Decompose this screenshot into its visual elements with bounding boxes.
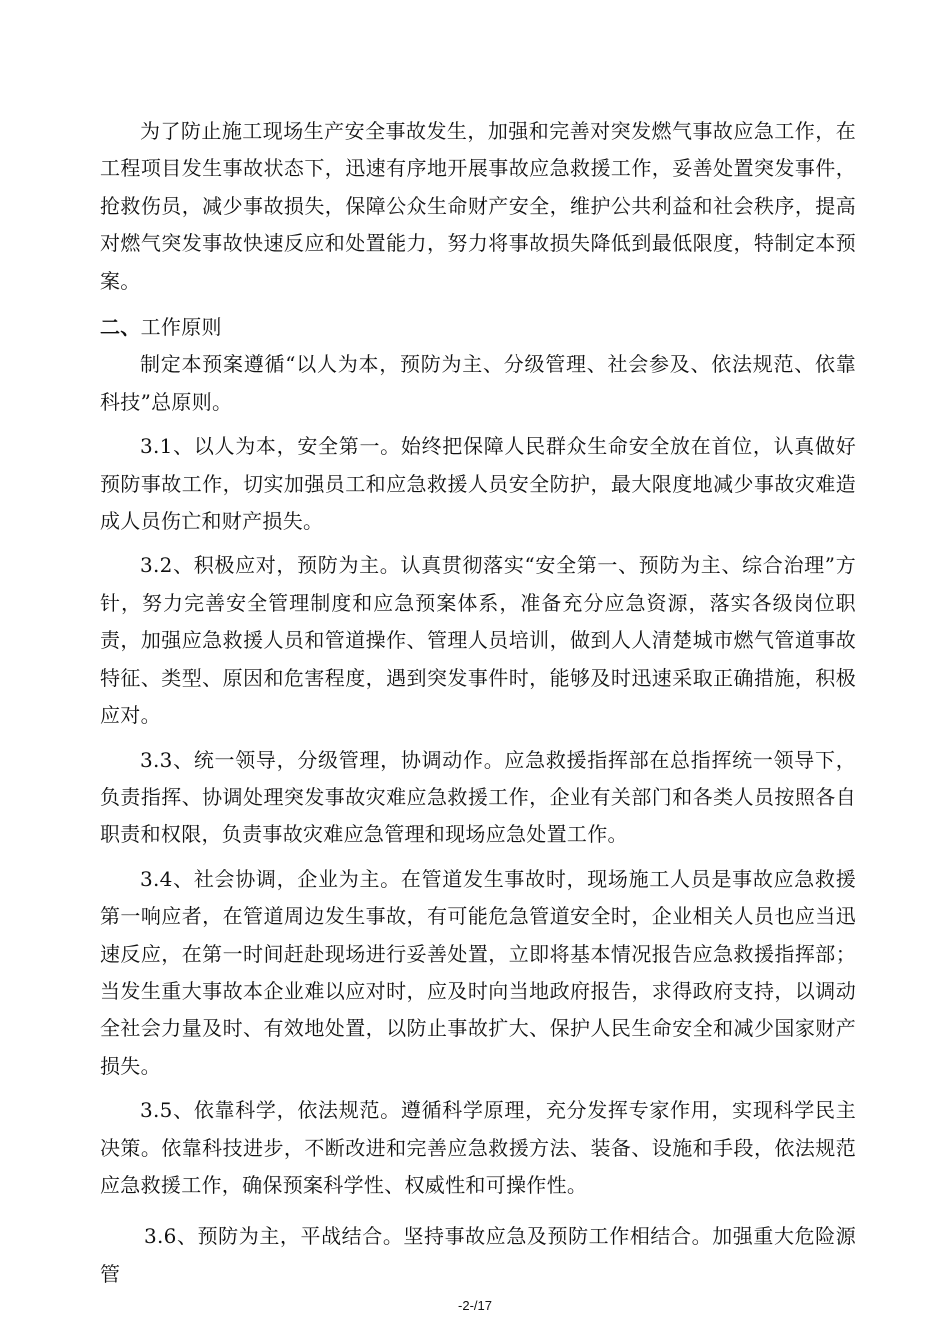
clause-3-4: 3.4、社会协调，企业为主。在管道发生事故时，现场施工人员是事故应急救援第一响应者，在管道周边发生事故，有可能危急管道安全时，企业相关人员也应当迅速反应，在第一时间赶赴现场进行妥善处置，立即将基本情况报告应急救援指挥部；当发生重大事故本企业难以应对时，应及时向当地政府报告，求得政府支持，以调动全社会力量及时、有效地处置，以防止事故扩大、保护人民生命安全和减少国家财产损失。: [100, 866, 856, 1078]
clause-3-1: 3.1、以人为本，安全第一。始终把保障人民群众生命安全放在首位，认真做好预防事故工作，切实加强员工和应急救援人员安全防护，最大限度地减少事故灾难造成人员伤亡和财产损失。: [100, 434, 856, 534]
section-title: 工作原则: [140, 315, 222, 340]
clause-3-3: 3.3、统一领导，分级管理，协调动作。应急救援指挥部在总指挥统一领导下，负责指挥、协调处理突发事故灾难应急救援工作，企业有关部门和各类人员按照各自职责和权限，负责事故灾难应急管理和现场应急处置工作。: [100, 747, 856, 847]
clause-3-6: 3.6、预防为主，平战结合。坚持事故应急及预防工作相结合。加强重大危险源管: [100, 1224, 856, 1286]
principle-intro-paragraph: 制定本预案遵循“以人为本，预防为主、分级管理、社会参及、依法规范、依靠科技”总原则。: [100, 352, 856, 414]
clause-3-5: 3.5、依靠科学，依法规范。遵循科学原理，充分发挥专家作用，实现科学民主决策。依靠科技进步，不断改进和完善应急救援方法、装备、设施和手段，依法规范应急救援工作，确保预案科学性、权威性和可操作性。: [100, 1098, 856, 1197]
section-number: 二、: [100, 315, 141, 340]
clause-3-2: 3.2、积极应对，预防为主。认真贯彻落实“安全第一、预防为主、综合治理”方针，努力完善安全管理制度和应急预案体系，准备充分应急资源，落实各级岗位职责，加强应急救援人员和管道操作、管理人员培训，做到人人清楚城市燃气管道事故特征、类型、原因和危害程度，遇到突发事件时，能够及时迅速采取正确措施，积极应对。: [100, 553, 856, 728]
intro-paragraph: 为了防止施工现场生产安全事故发生，加强和完善对突发燃气事故应急工作，在工程项目发生事故状态下，迅速有序地开展事故应急救援工作，妥善处置突发事件，抢救伤员，减少事故损失，保障公众生命财产安全，维护公共利益和社会秩序，提高对燃气突发事故快速反应和处置能力，努力将事故损失降低到最低限度，特制定本预案。: [100, 119, 856, 293]
page-number: -2-/17: [458, 1298, 492, 1313]
document-body: [100, 113, 856, 1293]
section-heading: [100, 309, 856, 346]
